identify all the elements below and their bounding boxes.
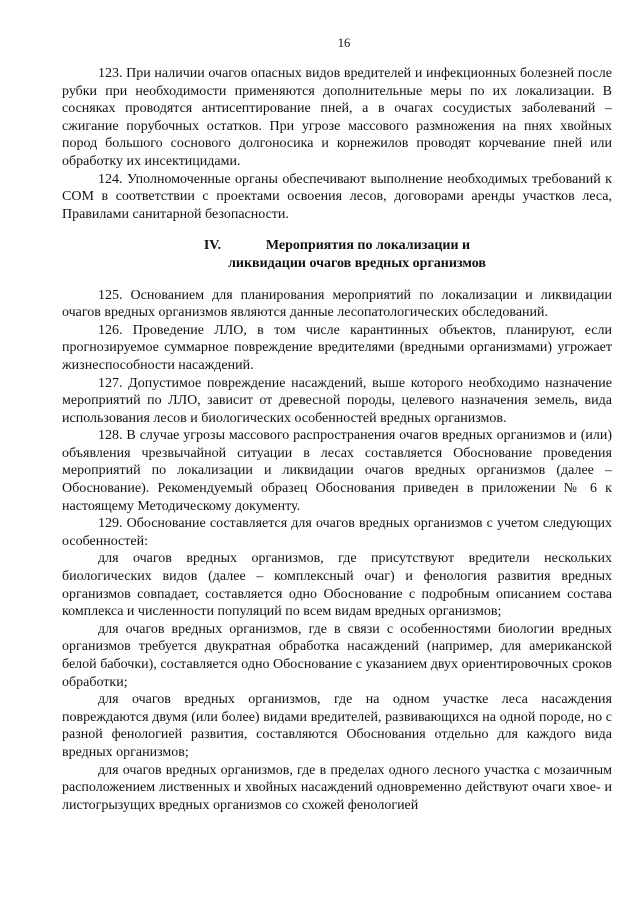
paragraph-129: 129. Обоснование составляется для очагов вредных организмов с учетом следующих особенностей: xyxy=(62,516,612,549)
paragraph-128: 128. В случае угрозы массового распространения очагов вредных организмов и (или) объявления чрезвычайной ситуации в лесах составляется Обоснование проведения мероприятий по локализации и ликвидации очагов вредных организмов (далее – Обоснование). Рекомендуемый образец Обоснования приведен в приложении № 6 к настоящему Методическому документу. xyxy=(62,428,612,514)
list-item-mosaic-stands: для очагов вредных организмов, где в пределах одного лесного участка с мозаичным расположением лиственных и хвойных насаждений одновременно действуют очаги хвое- и листогрызущих вредных организмов со схожей фенологией xyxy=(62,762,612,813)
section-title-line2: ликвидации очагов вредных организмов xyxy=(228,255,486,271)
list-item-complex-focus: для очагов вредных организмов, где присутствуют вредители нескольких биологических видов (далее – комплексный очаг) и фенология развития вредных организмов совпадает, составляется одно Обоснование с подробным описанием состава комплекса и численности популяций по всем видам вредных организмов; xyxy=(62,551,612,620)
paragraph-124: 124. Уполномоченные органы обеспечивают выполнение необходимых требований к СОМ в соответствии с проектами освоения лесов, договорами аренды участков леса, Правилами санитарной безопасности. xyxy=(62,171,612,222)
list-item-double-treatment: для очагов вредных организмов, где в связи с особенностями биологии вредных организмов требуется двукратная обработка насаждений (например, для американской белой бабочки), составляется одно Обоснование с указанием двух ориентировочных сроков обработки; xyxy=(62,621,612,690)
section-title-line1: Мероприятия по локализации и xyxy=(265,238,471,254)
paragraph-126: 126. Проведение ЛЛО, в том числе карантинных объектов, планируют, если прогнозируемое суммарное повреждение вредителями (вредными организмами) угрожает жизнеспособности насаждений. xyxy=(62,322,612,373)
paragraph-127: 127. Допустимое повреждение насаждений, выше которого необходимо назначение мероприятий по ЛЛО, зависит от древесной породы, целевого назначения земель, вида использования лесов и биологических особенностей вредных организмов. xyxy=(62,375,612,426)
list-item-separate-justification: для очагов вредных организмов, где на одном участке леса насаждения повреждаются двумя (или более) видами вредителей, развивающихся на одной породе, но с разной фенологией развития, составляются Обоснования отдельно для каждого вида вредных организмов; xyxy=(62,692,612,760)
paragraph-125: 125. Основанием для планирования мероприятий по локализации и ликвидации очагов вредных организмов являются данные лесопатологических обследований. xyxy=(62,287,612,321)
section-number: IV. xyxy=(203,238,222,254)
page-number: 16 xyxy=(337,36,351,50)
section-heading xyxy=(62,237,612,272)
paragraph-123: 123. При наличии очагов опасных видов вредителей и инфекционных болезней после рубки при необходимости применяются дополнительные меры по их локализации. В сосняках проводятся антисептирование пней, а в очагах сосудистых заболеваний – сжигание порубочных остатков. При угрозе массового размножения на пнях хвойных пород большого соснового долгоносика и корнежилов проводят корчевание пней или обработку их инсектицидами. xyxy=(62,66,612,169)
